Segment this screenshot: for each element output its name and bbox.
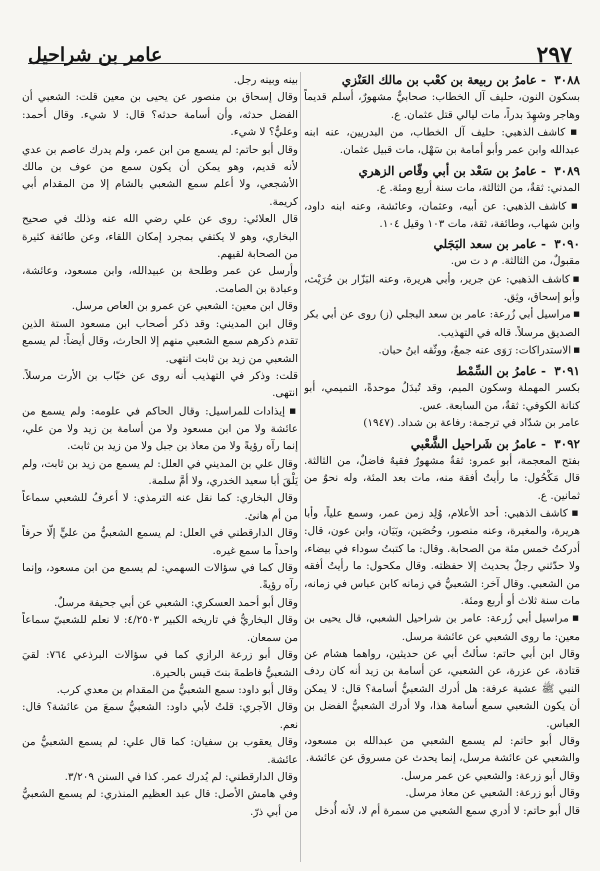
- entry-paragraph: ■ كاشف الذهبي: عن أبيه، وعثمان، وعائشة، وعنه ابنه داود، وابن شهاب، وطائفة، ثقة، مات ١٠٣ وقيل ١٠٤.: [304, 198, 580, 234]
- biography-entry: [304, 436, 580, 820]
- entry-number: ٣٠٨٩: [554, 163, 580, 178]
- entry-paragraph: عامر بن شدّاد في ترجمة: رفاعة بن شداد. (١٩٤٧): [363, 417, 580, 430]
- entry-paragraph: مقبولٌ، من الثالثة. م د ت س.: [450, 255, 580, 268]
- right-column: [304, 72, 580, 862]
- entry-heading: ٣٠٨٨ - عامرُ بن ربيعة بن كعْب بن مالك العَنْزي: [341, 73, 580, 87]
- commentary-paragraph: وفي هامش الأصل: قال عبد العظيم المنذري: لم يسمع الشعبيُّ من أبي ذرّ.: [22, 788, 298, 818]
- commentary-paragraph: وقال أبو داود: سمع الشعبيُّ من المقدام بن معدي كرب.: [56, 683, 298, 696]
- entry-name: عامر بن سعد البَجَلي: [433, 237, 537, 252]
- commentary-paragraph: وقال أبو حاتم: لم يسمع من ابن عمر، ولم يدرك عاصم بن عدي لأنه قديم، وهو يمكن أن يكون سمع من عوف بن مالك الأشجعي، ولا أعلم سمع الشعبي بالشام إلا من المقدام أبي كريمة.: [22, 143, 298, 208]
- entry-paragraph: المدني: ثقةٌ، من الثالثة، مات سنة أربع ومئة. ع.: [376, 182, 580, 195]
- entry-name: عامرُ بن سَعْد بن أبي وقّاص الزهري: [358, 163, 537, 178]
- commentary-paragraph: وقال البخاري: كما نقل عنه الترمذي: لا أعرفُ للشعبي سماعاً من أم هانئ.: [22, 492, 298, 522]
- entry-paragraph: ■ كاشف الذهبي: عن جرير، وأبي هريرة، وعنه البَزّار بن حُرَيْث، وأبو إسحاق، وثِق.: [304, 271, 580, 307]
- entry-paragraph: ■ مراسيل أبي زُرعة: عامر بن سعد البجلي (ز) روى عن أبي بكر الصديق مرسلاً. قاله في التهذيب.: [304, 306, 580, 342]
- entry-paragraph: وقال ابن أبي حاتم: سألتُ أبي عن حديثين، رواهما هشام عن قتادة، عن عزرة، عن الشعبي، عن أسامة بن زيد أنه كان ردف النبي ﷺ عشية عرفة: هل أدرك الشعبيُّ أسامة؟ قال: لا يمكن أن يكون الشعبي سمع أسامة هذا، ولا أدرك الشعبيُّ الفضل بن العباس.: [304, 647, 580, 730]
- entry-heading: ٣٠٨٩ - عامرُ بن سَعْد بن أبي وقّاص الزهري: [358, 163, 580, 178]
- entry-paragraph: بكسر المهملة وسكون الميم، وقد تُبدَلُ موحدةً، التميمي، أبو كنانة الكوفي: ثقةٌ، من السابعة. عس.: [304, 382, 580, 412]
- page-number: ٢٩٧: [536, 42, 572, 68]
- biography-entry: [304, 236, 580, 360]
- commentary-paragraph: وقال الدارقطني: لم يُدرك عمر. كذا في السنن ٣/٢٠٩.: [64, 770, 298, 783]
- entry-heading: ٣٠٩٢ - عامرُ بن شَراحيل الشَّعْبي: [410, 436, 580, 451]
- commentary-paragraph: وقال البخاريُّ في تاريخه الكبير ٤/٢٥٠٣: لا نعلم للشعبيّ سماعاً من سمعان.: [22, 614, 298, 644]
- commentary-paragraph: بينه وبينه رجل.: [233, 74, 298, 86]
- entry-name: عامرُ بن السِّمْط: [456, 364, 537, 379]
- entry-paragraph: ■ مراسيل أبي زُرعة: عامر بن شراحيل الشعبي، قال يحيى بن معين: ما روى الشعبي عن عائشة مرسل.: [304, 610, 580, 646]
- commentary-paragraph: وقال ابن معين: الشعبي عن عمرو بن العاص مرسل.: [71, 300, 298, 313]
- entry-paragraph: ■ كاشف الذهبي: حليف آل الخطاب، من البدريين، عنه ابنه عبدالله وابن عمر وأبو أمامة بن سَهْل، مات قبيل عثمان.: [304, 124, 580, 160]
- commentary-paragraph: ■ إيذادات للمراسيل: وقال الحاكم في علومه: ولم يسمع من عائشة ولا من ابن مسعود ولا من أسامة بن زيد ولا من علي، إنما رآه رؤيةً ولا من معاذ بن جبل ولا من زيد بن ثابت.: [22, 403, 298, 456]
- entry-paragraph: ■ كاشف الذهبي: أحد الأعلام، وُلِد زمن عمر، وسمع علياً، وأبا هريرة، والمغيرة، وعنه منصور، وحُصَين، وبَيَان، وابن عون، قال: أدركتُ خمس مئة من الصحابة. وقال: ما كتبتُ سوداء في بيضاء، ولا حدّثني رجلٌ بحديث إلا حفظته. وقال مكحول: ما رأيتُ أفقه من الشعبي. وقال آخر: الشعبيُّ في زمانه كابن عباس في زمانه، مات سنة ثلاث أو أربع ومئة.: [304, 505, 580, 610]
- entry-name: عامرُ بن شَراحيل الشَّعْبي: [410, 436, 537, 451]
- page-header: [28, 40, 572, 70]
- running-title: عامر بن شراحيل: [28, 44, 163, 66]
- entry-paragraph: بفتح المعجمة، أبو عمرو: ثقةٌ مشهورٌ فقيهٌ فاضلٌ، من الثالثة. قال مَكْحُول: ما رأيتُ أفقهَ منه، مات بعد المئة، وله نحوٌ من ثمانين. ع.: [304, 455, 580, 502]
- entry-paragraph: ■ الاستدراكات: رَوَى عنه جمعٌ، ووثّقه ابنُ حبان.: [304, 342, 580, 360]
- biography-entry: [304, 363, 580, 433]
- biography-entry: [304, 163, 580, 233]
- entry-paragraph: وقال أبو حاتم: لم يسمع الشعبي من عبدالله بن مسعود، والشعبي عن عائشة مرسل، إنما يحدث عن مسروق عن عائشة.: [304, 734, 580, 765]
- header-rule: [28, 63, 572, 64]
- biography-entry: [304, 72, 580, 160]
- commentary-paragraph: وقال الآجري: قلتُ لأبي داود: الشعبيُّ سمعَ من عائشة؟ قال: نعم.: [22, 701, 298, 731]
- entry-paragraph: بسكون النون، حليف آل الخطاب: صحابيٌّ مشهورٌ، أسلم قديماً وهاجر وشهِدَ بدراً، مات ليالي قتل عثمان. ع.: [304, 91, 580, 121]
- entry-heading: ٣٠٩١ - عامرُ بن السِّمْط: [456, 364, 580, 379]
- entry-paragraph: قال أبو حاتم: لا أدري سمع الشعبي من سمرة أم لا، لأنه أُدخل: [314, 804, 580, 817]
- column-divider: [300, 72, 301, 862]
- entry-number: ٣٠٩١: [554, 364, 580, 379]
- commentary-paragraph: وقال يعقوب بن سفيان: كما قال علي: لم يسمع الشعبيُّ من عائشة.: [22, 736, 298, 766]
- entry-paragraph: وقال أبو زرعة: الشعبي عن معاذ مرسل.: [405, 787, 580, 800]
- commentary-paragraph: وقال أبو زرعة الرازي كما في سؤالات البرذعي ٧٦٤: لقيَ الشعبيُّ فاطمةَ بنتَ قيس بالحيرة.: [22, 649, 298, 679]
- entry-number: ٣٠٩٢: [554, 436, 580, 451]
- commentary-paragraph: وقال أبو أحمد العسكري: الشعبي عن أبي جحيفة مرسلٌ.: [54, 596, 298, 609]
- commentary-paragraph: قلت: وذكر في التهذيب أنه روى عن خبّاب بن الأرت مرسلاً. انتهى.: [22, 369, 298, 400]
- entry-number: ٣٠٨٨: [554, 73, 580, 87]
- entry-number: ٣٠٩٠: [554, 237, 580, 252]
- commentary-paragraph: وأرسل عن عمر وطلحة بن عبيدالله، وابن مسعود، وعائشة، وعبادة بن الصامت.: [22, 265, 298, 295]
- commentary-paragraph: وقال علي بن المديني في العلل: لم يسمع من زيد بن ثابت، ولم يَلْقَ أبا سعيد الخدري، ولا أمَّ سلمة.: [22, 457, 298, 488]
- commentary-paragraph: وقال إسحاق بن منصور عن يحيى بن معين قلت: الشعبي أن الفضل حدثه، وأن أسامة حدثه؟ قال: لا شيء. وقال أحمد: وعليٌّ؟ لا شيء.: [22, 91, 298, 139]
- commentary-paragraph: وقال الدارقطني في العلل: لم يسمع الشعبيُّ من عليٍّ إلّا حرفاً واحداً ما سمع غيره.: [22, 527, 298, 557]
- commentary-paragraph: قال العلائي: روى عن علي رضي الله عنه وذلك في صحيح البخاري، وهو لا يكتفي بمجرد إمكان اللقاء، وعن طائفة كثيرة من الصحابة لقيهم.: [22, 213, 298, 261]
- left-column: [22, 72, 298, 862]
- entry-heading: ٣٠٩٠ - عامر بن سعد البَجَلي: [433, 237, 580, 252]
- commentary-paragraph: وقال كما في سؤالات السهمي: لم يسمع من ابن مسعود، وإنما رآه رؤيةً.: [22, 562, 298, 592]
- commentary-paragraph: وقال ابن المديني: وقد ذكر أصحاب ابن مسعود الستة الذين تقدم ذكرهم سمع الشعبي منهم إلا الحارث، وقال أيضاً: لم يسمع الشعبي من زيد بن ثابت انتهى.: [22, 317, 298, 365]
- entry-paragraph: وقال أبو زرعة: والشعبي عن عمر مرسل.: [400, 769, 580, 782]
- entry-name: عامرُ بن ربيعة بن كعْب بن مالك العَنْزي: [341, 73, 537, 87]
